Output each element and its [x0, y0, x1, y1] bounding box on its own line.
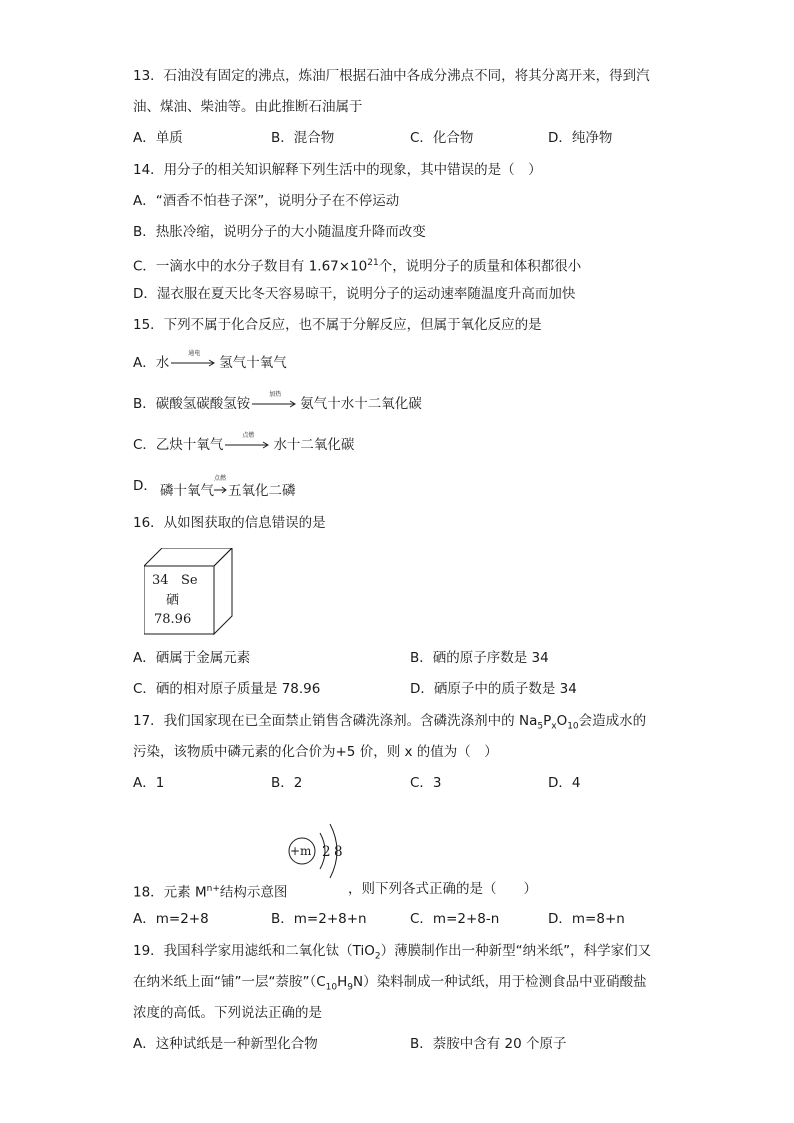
element-symbol: Se — [181, 573, 198, 588]
q19-line1-post: ）薄膜制作出一种新型“纳米纸”，科学家们又 — [380, 943, 652, 959]
q15-option-b-products: 氨气十水十二氧化碳 — [300, 396, 422, 412]
q17-oxygen: O — [556, 713, 568, 729]
q19-option-b[interactable]: B．萘胺中含有 20 个原子 — [410, 1036, 567, 1052]
q15-option-b-condition: 加热 — [269, 391, 282, 398]
reaction-arrow-icon — [171, 350, 217, 370]
q18-option-b[interactable]: B．m=2+8+n — [271, 911, 367, 927]
q17-subscript: 5 — [537, 721, 544, 732]
q15-option-d-products: 五氧化二磷 — [228, 483, 296, 499]
q15-option-a[interactable] — [133, 350, 287, 373]
q16-option-a[interactable]: A．硒属于金属元素 — [133, 650, 251, 666]
q13-option-a[interactable]: A．单质 — [133, 130, 183, 146]
reaction-arrow-icon — [225, 432, 271, 452]
q17-subscript: x — [551, 721, 557, 732]
atom-shell-2-electrons: 8 — [334, 844, 343, 860]
q15-option-d-label[interactable]: D． — [133, 478, 157, 494]
q17-stem-pre: 17．我们国家现在已全面禁止销售含磷洗涤剂。含磷洗涤剂中的 Na — [133, 713, 538, 729]
q15-option-a-products: 氢气十氧气 — [219, 355, 287, 371]
q17-stem-post: 会造成水的 — [578, 713, 647, 729]
q14-option-c-post: 个，说明分子的质量和体积都很小 — [378, 258, 582, 275]
q15-option-d-condition: 点燃 — [214, 475, 227, 482]
element-atomic-number: 34 — [152, 573, 169, 588]
q13-stem-line2: 油、煤油、柴油等。由此推断石油属于 — [133, 99, 363, 115]
q15-option-c[interactable] — [133, 432, 355, 455]
atom-shell-1-electrons: 2 — [322, 844, 331, 860]
q15-stem: 15．下列不属于化合反应，也不属于分解反应，但属于氧化反应的是 — [133, 317, 542, 333]
q19-stem-line1 — [133, 941, 651, 967]
q17-stem-line1 — [133, 711, 646, 737]
q16-option-d[interactable]: D．硒原子中的质子数是 34 — [410, 681, 577, 697]
q17-option-a[interactable]: A．1 — [133, 775, 165, 791]
reaction-arrow-icon — [252, 391, 298, 411]
q19-option-a[interactable]: A．这种试纸是一种新型化合物 — [133, 1036, 318, 1052]
q14-option-d[interactable]: D．湿衣服在夏天比冬天容易晾干，说明分子的运动速率随温度升高而加快 — [133, 286, 576, 302]
q19-line2-pre: 在纳米纸上面“铺”一层“萘胺”（C — [133, 974, 326, 990]
element-atomic-mass: 78.96 — [154, 612, 192, 627]
q18-stem-pre: 18．元素 M — [133, 884, 207, 901]
q17-subscript: 10 — [567, 721, 579, 732]
q13-option-b[interactable]: B．混合物 — [271, 130, 335, 146]
q18-option-d[interactable]: D．m=8+n — [548, 911, 625, 927]
q16-option-b[interactable]: B．硒的原子序数是 34 — [410, 650, 549, 666]
q15-option-b-reactants: B．碳酸氢碳酸氢铵 — [133, 396, 251, 412]
q14-stem: 14．用分子的相关知识解释下列生活中的现象，其中错误的是（ ） — [133, 162, 542, 178]
q17-option-b[interactable]: B．2 — [271, 775, 303, 791]
q18-stem-mid: 结构示意图 — [219, 884, 288, 901]
q15-option-d[interactable] — [160, 475, 296, 501]
q19-line2-post: N）染料制成一种试纸，用于检测食品中亚硝酸盐 — [353, 974, 647, 990]
q13-option-c[interactable]: C．化合物 — [410, 130, 474, 146]
element-name: 硒 — [166, 593, 180, 608]
q18-ion-charge: n+ — [206, 884, 220, 894]
q13-stem-line1: 13．石油没有固定的沸点，炼油厂根据石油中各成分沸点不同，将其分离开来，得到汽 — [133, 68, 650, 84]
q16-option-c[interactable]: C．硒的相对原子质量是 78.96 — [133, 681, 321, 697]
q19-hydrogen: H — [337, 974, 348, 990]
q15-option-c-reactants: C．乙炔十氧气 — [133, 437, 224, 453]
q17-option-d[interactable]: D．4 — [548, 775, 581, 791]
q15-option-c-products: 水十二氧化碳 — [273, 437, 355, 453]
q13-option-d[interactable]: D．纯净物 — [548, 130, 613, 146]
q18-stem-left — [133, 879, 287, 903]
reaction-arrow-icon — [214, 475, 228, 498]
q19-subscript: 9 — [347, 982, 353, 993]
q14-option-c[interactable] — [133, 253, 581, 277]
q14-option-c-exponent: 21 — [367, 258, 379, 268]
q19-stem-line3: 浓度的高低。下列说法正确的是 — [133, 1005, 322, 1021]
q19-stem-line2 — [133, 972, 647, 998]
q14-option-a[interactable]: A．“酒香不怕巷子深”，说明分子在不停运动 — [133, 193, 400, 209]
q16-stem: 16．从如图获取的信息错误的是 — [133, 515, 326, 531]
q17-stem-line2: 污染，该物质中磷元素的化合价为+5 价，则 x 的值为（ ） — [133, 744, 498, 760]
q14-option-c-pre: C．一滴水中的水分子数目有 1.67×10 — [133, 258, 368, 275]
q18-option-a[interactable]: A．m=2+8 — [133, 911, 209, 927]
q19-subscript: 10 — [325, 982, 338, 993]
q15-option-a-reactants: A．水 — [133, 355, 170, 371]
q18-stem-right: ，则下列各式正确的是（ ） — [348, 881, 537, 897]
q19-line1-pre: 19．我国科学家用滤纸和二氧化钛（TiO — [133, 943, 375, 959]
q17-phosphorus: P — [543, 713, 552, 729]
atom-nucleus-charge: +m — [290, 844, 312, 858]
q18-option-c[interactable]: C．m=2+8-n — [410, 911, 500, 927]
q15-option-d-reactants: 磷十氧气 — [160, 483, 214, 499]
q15-option-a-condition: 通电 — [188, 350, 201, 357]
q17-option-c[interactable]: C．3 — [410, 775, 442, 791]
q15-option-b[interactable] — [133, 391, 422, 414]
q15-option-c-condition: 点燃 — [242, 432, 255, 439]
q19-subscript: 2 — [374, 951, 381, 962]
q14-option-b[interactable]: B．热胀冷缩，说明分子的大小随温度升降而改变 — [133, 224, 426, 240]
